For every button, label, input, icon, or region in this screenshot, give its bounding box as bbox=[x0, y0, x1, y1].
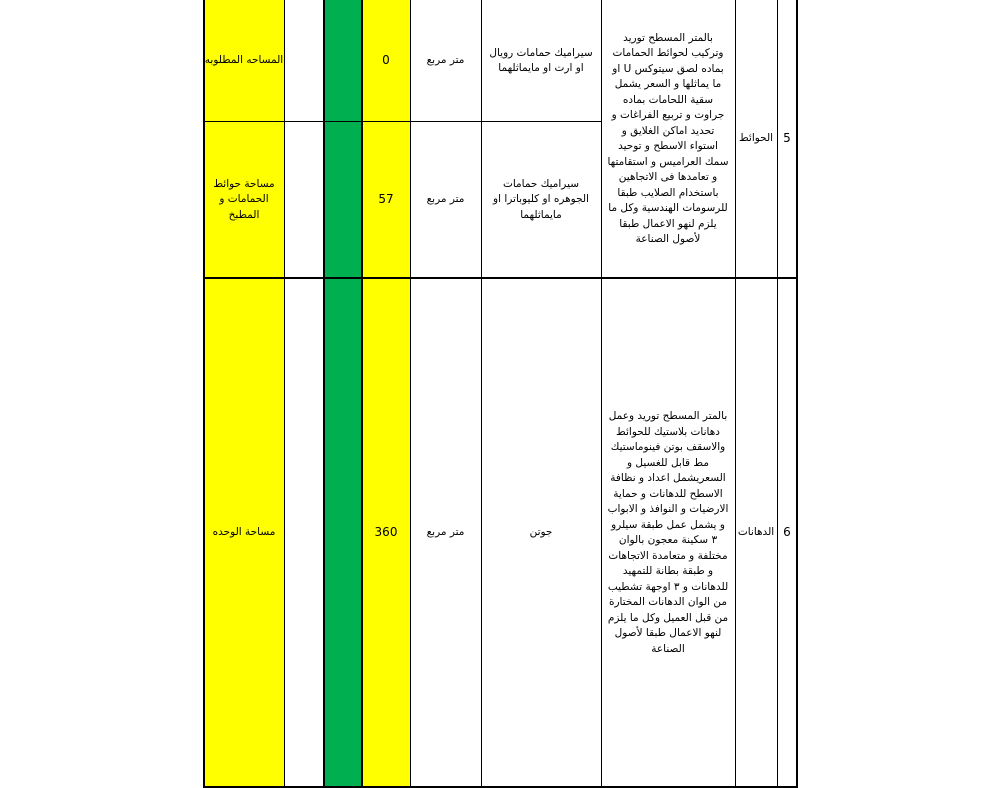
unit: متر مربع bbox=[426, 54, 465, 67]
area-label: مساحة الوحده bbox=[212, 526, 276, 539]
grid-line bbox=[601, 0, 602, 788]
description-cell bbox=[601, 278, 735, 788]
quantity-cell bbox=[362, 0, 410, 122]
area-label-cell bbox=[204, 0, 284, 122]
grid-line bbox=[481, 0, 482, 788]
unit-cell bbox=[410, 0, 481, 122]
quantity: 360 bbox=[374, 525, 398, 540]
material: جوتن bbox=[529, 526, 553, 539]
quantity-cell bbox=[362, 122, 410, 278]
grid-line bbox=[735, 0, 736, 788]
material: سيراميك حمامات الجوهره او كليوباترا او مايماثلهما bbox=[493, 177, 589, 221]
quantity: 57 bbox=[378, 192, 394, 207]
material-cell bbox=[481, 122, 601, 278]
grid-line bbox=[203, 277, 798, 279]
serial-cell bbox=[777, 278, 797, 788]
grid-line bbox=[323, 0, 325, 788]
unit: متر مربع bbox=[426, 526, 465, 539]
unit-cell bbox=[410, 278, 481, 788]
description-cell bbox=[601, 0, 735, 278]
grid-line bbox=[284, 0, 285, 788]
serial-number: 6 bbox=[783, 525, 791, 540]
unit: متر مربع bbox=[426, 193, 465, 206]
unit-cell bbox=[410, 122, 481, 278]
serial-cell bbox=[777, 0, 797, 278]
grid-line bbox=[204, 121, 601, 122]
area-label-cell bbox=[204, 278, 284, 788]
material-cell bbox=[481, 278, 601, 788]
material: سيراميك حمامات رويال او ارت او مايماثلهما bbox=[489, 46, 593, 74]
serial-number: 5 bbox=[783, 131, 791, 146]
area-label-cell bbox=[204, 122, 284, 278]
green-column bbox=[324, 0, 362, 788]
grid-line bbox=[777, 0, 778, 788]
description: بالمتر المسطح توريد وعمل دهانات بلاستيك للحوائط والاسقف بوتن فينوماستيك مط قابل للغسيل و السعريشمل اعداد و نظافة الاسطح للدهانات و حماية الارضيات و النوافذ و الابواب و يشمل عمل طبقة سيلرو ٣ سكينة معجون بالوان مختلفة و متعامدة الاتجاهات و طبقة بطانة للتمهيد للدهانات و ٣ اوجهة تشطيب من الوان الدهانات المختارة من قبل العميل وكل ما يلزم لنهو الاعمال طبقا لأصول الصناعة bbox=[607, 410, 729, 655]
area-label: مساحة حوائط الحمامات و المطبخ bbox=[213, 177, 275, 221]
item-name: الحوائط bbox=[738, 132, 774, 145]
description: بالمتر المسطح توريد وتركيب لحوائط الحمامات بماده لصق سيتوكس U او ما يماثلها و السعر يشمل سقية اللحامات بماده جراوت و تربيع الفراغات و تحديد اماكن الغلايق و استواء الاسطح و توحيد سمك العراميس و استقامتها و تعامدها فى الاتجاهين باستخدام الصلايب طبقا للرسومات الهندسية وكل ما يلزم لنهو الاعمال طبقا لأصول الصناعة bbox=[607, 31, 729, 245]
grid-line bbox=[361, 0, 363, 788]
grid-line bbox=[203, 0, 205, 788]
quantity: 0 bbox=[382, 53, 390, 68]
material-cell bbox=[481, 0, 601, 122]
grid-line bbox=[796, 0, 798, 788]
quantity-cell bbox=[362, 278, 410, 788]
item-name: الدهانات bbox=[737, 526, 775, 539]
item-cell bbox=[735, 278, 777, 788]
grid-line bbox=[410, 0, 411, 788]
item-cell bbox=[735, 0, 777, 278]
area-label: المساحه المطلوبه bbox=[204, 54, 284, 67]
blank-cell bbox=[284, 0, 324, 788]
